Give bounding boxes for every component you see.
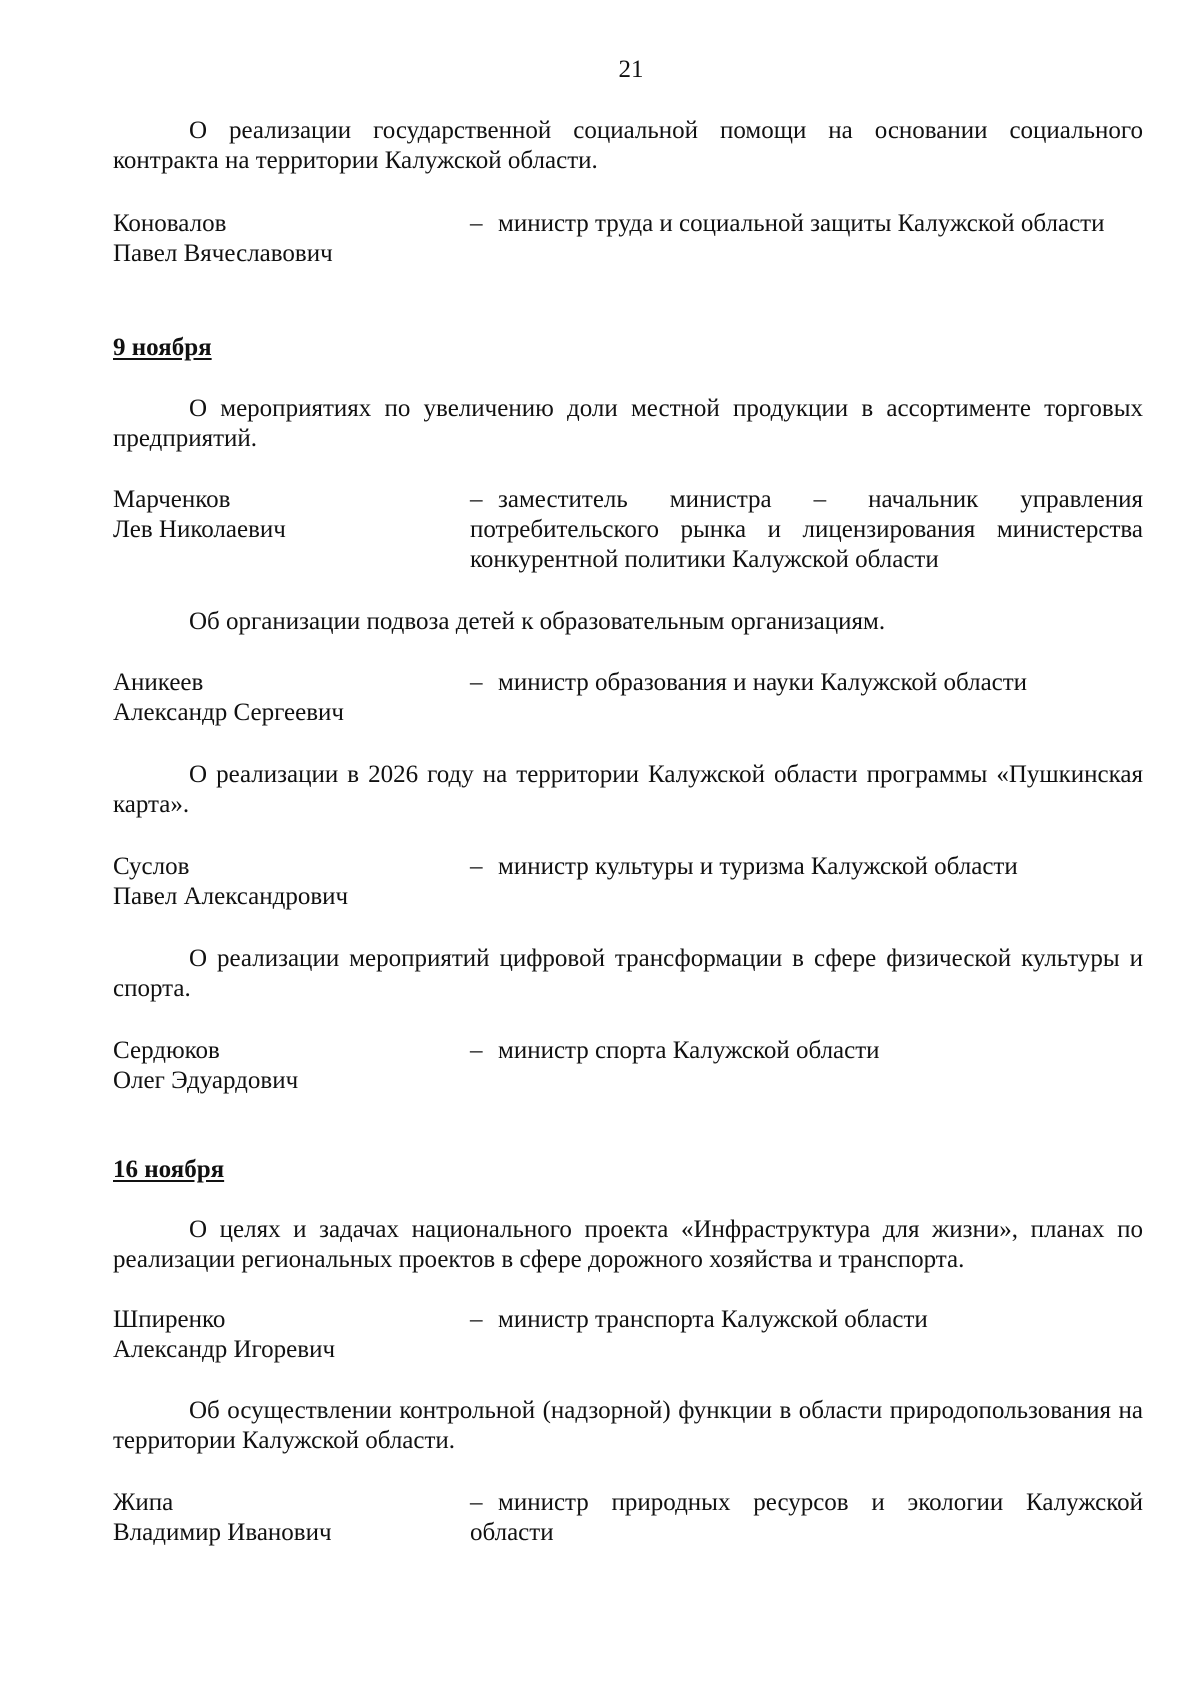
page-number: 21 [618, 56, 644, 83]
speaker-role [470, 1488, 1143, 1548]
speaker-surname: Шпиренко [113, 1306, 226, 1333]
speaker-entry [113, 1305, 1143, 1395]
speaker-surname: Сердюков [113, 1037, 220, 1064]
speaker-role [470, 209, 1143, 239]
speaker-role-text: заместитель министра – начальник управления потребительского рынка и лицензирования министерства конкурентной политики Калужской области [470, 486, 1143, 573]
topic-paragraph: О мероприятиях по увеличению доли местной продукции в ассортименте торговых предприятий. [113, 395, 1143, 452]
speaker-surname: Аникеев [113, 669, 204, 696]
speaker-role [470, 852, 1143, 882]
speaker-role [470, 1036, 1143, 1066]
dash: – [470, 486, 483, 513]
speaker-given-names: Лев Николаевич [113, 516, 286, 543]
dash: – [470, 1037, 483, 1064]
dash: – [470, 210, 483, 237]
speaker-given-names: Павел Вячеславович [113, 240, 333, 267]
speaker-role [470, 485, 1143, 575]
topic-paragraph: О реализации мероприятий цифровой трансформации в сфере физической культуры и спорта. [113, 945, 1143, 1002]
speaker-entry [113, 209, 1143, 299]
speaker-name [113, 485, 443, 545]
speaker-given-names: Олег Эдуардович [113, 1067, 299, 1094]
speaker-given-names: Владимир Иванович [113, 1519, 332, 1546]
speaker-name [113, 1036, 443, 1096]
topic-paragraph: Об организации подвоза детей к образовательным организациям. [189, 608, 886, 635]
dash: – [470, 1489, 483, 1516]
speaker-entry [113, 485, 1143, 575]
dash: – [470, 853, 483, 880]
speaker-role-text: министр транспорта Калужской области [498, 1306, 928, 1333]
speaker-given-names: Александр Сергеевич [113, 699, 344, 726]
speaker-surname: Коновалов [113, 210, 227, 237]
speaker-role-text: министр образования и науки Калужской области [498, 669, 1028, 696]
topic-paragraph: Об осуществлении контрольной (надзорной) функции в области природопользования на территории Калужской области. [113, 1397, 1143, 1454]
topic-paragraph: О реализации государственной социальной помощи на основании социального контракта на территории Калужской области. [113, 117, 1143, 174]
dash: – [470, 1306, 483, 1333]
speaker-given-names: Павел Александрович [113, 883, 349, 910]
section-date: 16 ноября [113, 1156, 225, 1183]
speaker-name [113, 668, 443, 728]
topic-paragraph: О целях и задачах национального проекта «Инфраструктура для жизни», планах по реализации региональных проектов в сфере дорожного хозяйства и транспорта. [113, 1216, 1143, 1273]
speaker-entry [113, 852, 1143, 942]
speaker-entry [113, 668, 1143, 758]
speaker-role-text: министр культуры и туризма Калужской области [498, 853, 1018, 880]
speaker-entry [113, 1036, 1143, 1126]
speaker-role [470, 668, 1143, 698]
speaker-entry [113, 1488, 1143, 1578]
speaker-name [113, 209, 443, 269]
speaker-surname: Марченков [113, 486, 231, 513]
speaker-role [470, 1305, 1143, 1335]
speaker-name [113, 1305, 443, 1365]
speaker-role-text: министр спорта Калужской области [498, 1037, 880, 1064]
speaker-surname: Жипа [113, 1489, 174, 1516]
section-date: 9 ноября [113, 334, 212, 361]
speaker-surname: Суслов [113, 853, 190, 880]
speaker-role-text: министр труда и социальной защиты Калужской области [498, 210, 1105, 237]
speaker-role-text: министр природных ресурсов и экологии Калужской области [470, 1489, 1143, 1546]
speaker-name [113, 852, 443, 912]
topic-paragraph: О реализации в 2026 году на территории Калужской области программы «Пушкинская карта». [113, 761, 1143, 818]
dash: – [470, 669, 483, 696]
speaker-given-names: Александр Игоревич [113, 1336, 336, 1363]
speaker-name [113, 1488, 443, 1548]
